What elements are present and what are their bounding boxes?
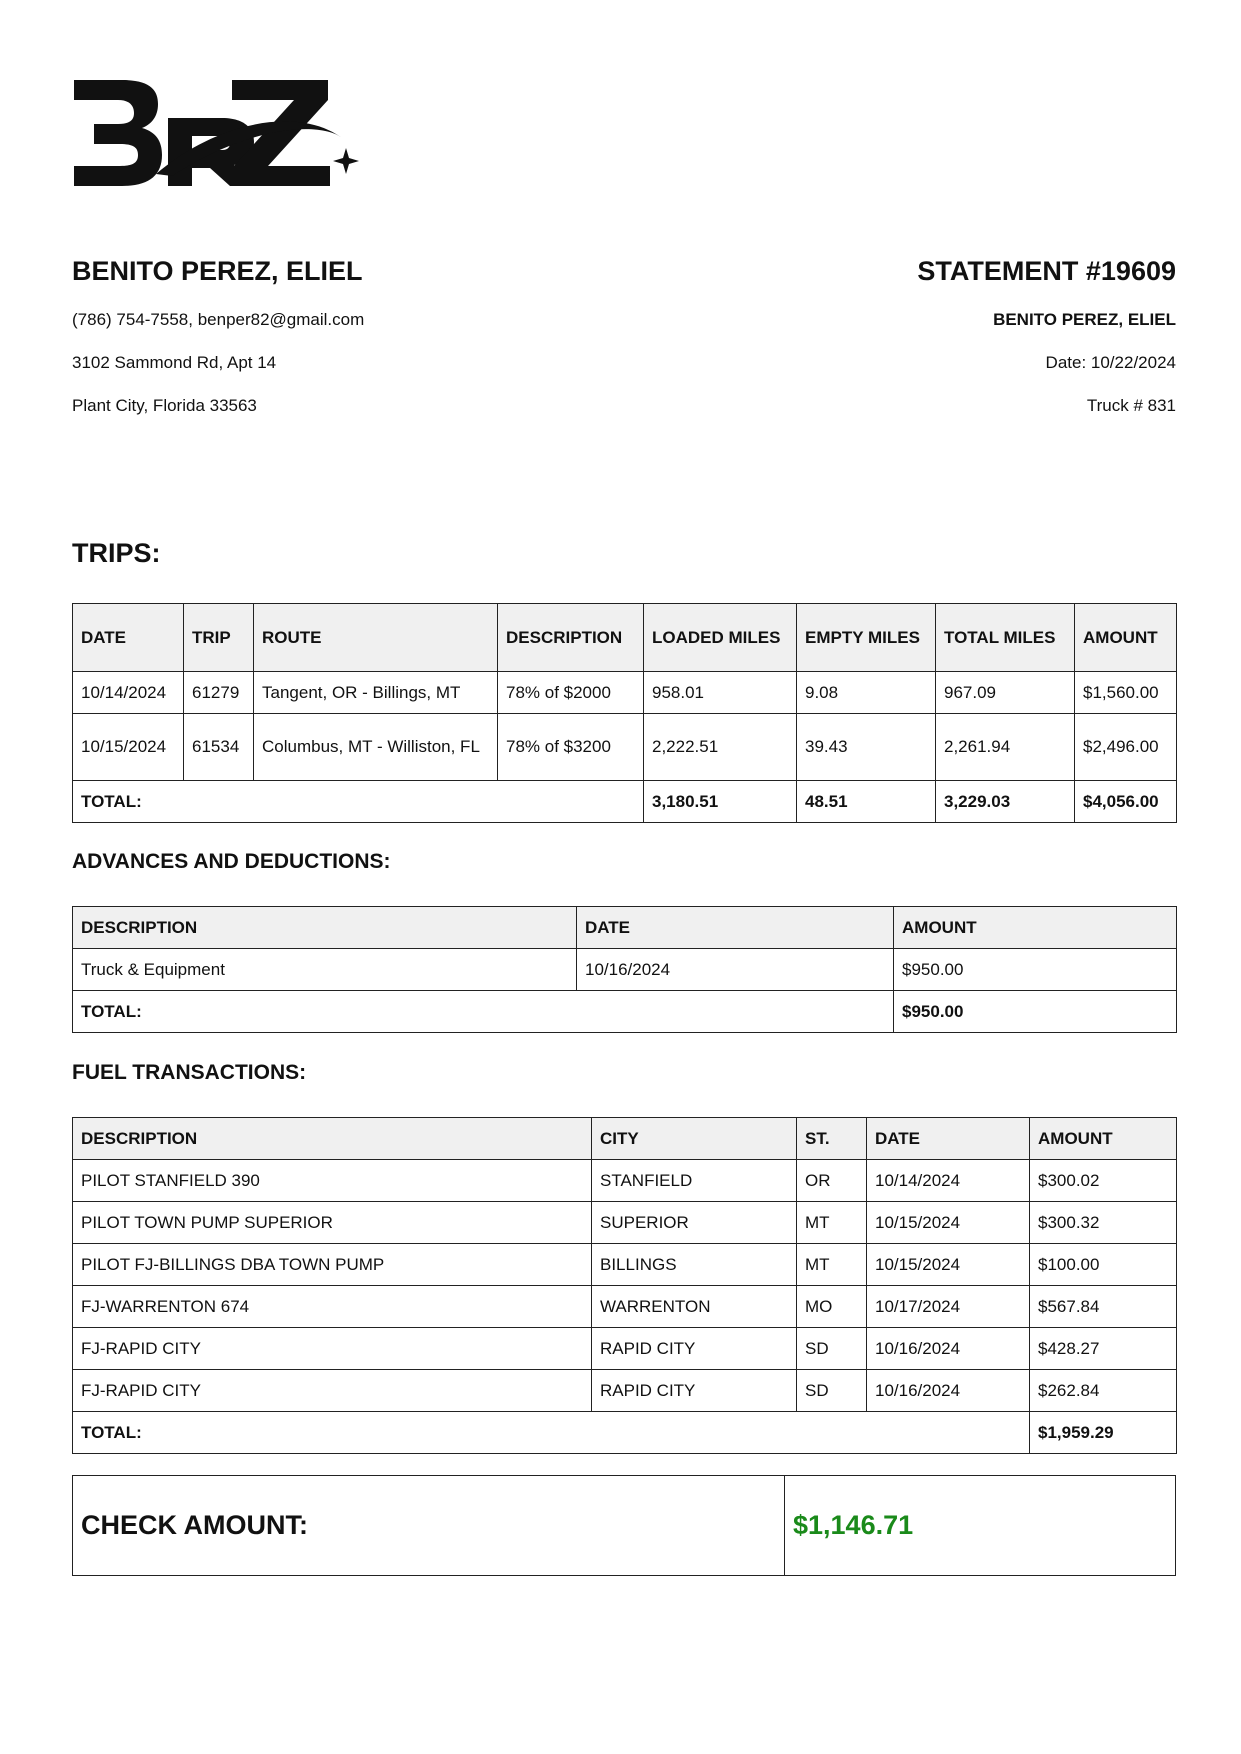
brz-logo — [72, 78, 382, 190]
cell: 967.09 — [936, 672, 1075, 714]
cell: $300.02 — [1030, 1160, 1177, 1202]
col-header: DATE — [73, 604, 184, 672]
cell: RAPID CITY — [592, 1328, 797, 1370]
cell: SUPERIOR — [592, 1202, 797, 1244]
cell: 10/15/2024 — [73, 714, 184, 781]
cell: PILOT FJ-BILLINGS DBA TOWN PUMP — [73, 1244, 592, 1286]
col-header: DESCRIPTION — [498, 604, 644, 672]
total-empty-miles: 48.51 — [797, 781, 936, 823]
driver-contact: (786) 754-7558, benper82@gmail.com — [72, 310, 365, 329]
total-amount: $4,056.00 — [1075, 781, 1177, 823]
trips-total-row — [73, 781, 1177, 823]
cell: 2,222.51 — [644, 714, 797, 781]
total-miles: 3,229.03 — [936, 781, 1075, 823]
cell: FJ-RAPID CITY — [73, 1370, 592, 1412]
trips-table — [72, 603, 1177, 823]
col-header: CITY — [592, 1118, 797, 1160]
cell: 61534 — [184, 714, 254, 781]
cell: $2,496.00 — [1075, 714, 1177, 781]
statement-date: Date: 10/22/2024 — [1045, 353, 1176, 372]
col-header: DATE — [867, 1118, 1030, 1160]
col-header: AMOUNT — [1075, 604, 1177, 672]
table-row — [73, 1370, 1177, 1412]
cell: 10/15/2024 — [867, 1244, 1030, 1286]
col-header: TRIP — [184, 604, 254, 672]
statement-info — [616, 255, 1176, 415]
cell: BILLINGS — [592, 1244, 797, 1286]
check-amount-box — [72, 1475, 1176, 1576]
advances-total-row — [73, 991, 1177, 1033]
cell: OR — [797, 1160, 867, 1202]
cell: 10/17/2024 — [867, 1286, 1030, 1328]
cell: $428.27 — [1030, 1328, 1177, 1370]
total-amount: $950.00 — [894, 991, 1177, 1033]
statement-name: BENITO PEREZ, ELIEL — [993, 310, 1176, 329]
cell: PILOT TOWN PUMP SUPERIOR — [73, 1202, 592, 1244]
trips-header-row — [73, 604, 1177, 672]
statement-truck: Truck # 831 — [1086, 396, 1176, 415]
statement-title: STATEMENT #19609 — [917, 256, 1176, 286]
cell: STANFIELD — [592, 1160, 797, 1202]
total-loaded-miles: 3,180.51 — [644, 781, 797, 823]
cell: MT — [797, 1202, 867, 1244]
col-header: DESCRIPTION — [73, 907, 577, 949]
cell: FJ-RAPID CITY — [73, 1328, 592, 1370]
check-amount-value: $1,146.71 — [793, 1510, 914, 1540]
cell: 39.43 — [797, 714, 936, 781]
advances-title: ADVANCES AND DEDUCTIONS: — [72, 850, 391, 873]
fuel-header-row — [73, 1118, 1177, 1160]
table-row — [73, 1244, 1177, 1286]
table-row — [73, 1160, 1177, 1202]
cell: 2,261.94 — [936, 714, 1075, 781]
total-label: TOTAL: — [73, 781, 644, 823]
col-header: ST. — [797, 1118, 867, 1160]
table-row — [73, 949, 1177, 991]
cell: $567.84 — [1030, 1286, 1177, 1328]
col-header: AMOUNT — [1030, 1118, 1177, 1160]
total-label: TOTAL: — [73, 1412, 1030, 1454]
cell: MT — [797, 1244, 867, 1286]
col-header: LOADED MILES — [644, 604, 797, 672]
cell: PILOT STANFIELD 390 — [73, 1160, 592, 1202]
cell: $1,560.00 — [1075, 672, 1177, 714]
cell: 10/15/2024 — [867, 1202, 1030, 1244]
cell: $950.00 — [894, 949, 1177, 991]
cell: 958.01 — [644, 672, 797, 714]
driver-info — [72, 255, 632, 415]
cell: Truck & Equipment — [73, 949, 577, 991]
table-row — [73, 1328, 1177, 1370]
cell: MO — [797, 1286, 867, 1328]
fuel-title: FUEL TRANSACTIONS: — [72, 1061, 307, 1084]
fuel-table — [72, 1117, 1177, 1454]
cell: 10/14/2024 — [73, 672, 184, 714]
total-amount: $1,959.29 — [1030, 1412, 1177, 1454]
cell: 10/16/2024 — [867, 1370, 1030, 1412]
cell: SD — [797, 1370, 867, 1412]
cell: 78% of $3200 — [498, 714, 644, 781]
cell: $300.32 — [1030, 1202, 1177, 1244]
fuel-total-row — [73, 1412, 1177, 1454]
cell: 10/16/2024 — [867, 1328, 1030, 1370]
cell: RAPID CITY — [592, 1370, 797, 1412]
trips-title: TRIPS: — [72, 538, 161, 568]
col-header: EMPTY MILES — [797, 604, 936, 672]
table-row — [73, 672, 1177, 714]
col-header: AMOUNT — [894, 907, 1177, 949]
col-header: ROUTE — [254, 604, 498, 672]
cell: $100.00 — [1030, 1244, 1177, 1286]
driver-name: BENITO PEREZ, ELIEL — [72, 256, 363, 286]
cell: 10/14/2024 — [867, 1160, 1030, 1202]
cell: WARRENTON — [592, 1286, 797, 1328]
table-row — [73, 714, 1177, 781]
table-row — [73, 1286, 1177, 1328]
col-header: DESCRIPTION — [73, 1118, 592, 1160]
cell: Tangent, OR - Billings, MT — [254, 672, 498, 714]
cell: 10/16/2024 — [577, 949, 894, 991]
cell: Columbus, MT - Williston, FL — [254, 714, 498, 781]
driver-address-line1: 3102 Sammond Rd, Apt 14 — [72, 353, 277, 372]
driver-address-line2: Plant City, Florida 33563 — [72, 396, 257, 415]
cell: FJ-WARRENTON 674 — [73, 1286, 592, 1328]
cell: SD — [797, 1328, 867, 1370]
cell: 61279 — [184, 672, 254, 714]
table-row — [73, 1202, 1177, 1244]
cell: 9.08 — [797, 672, 936, 714]
col-header: DATE — [577, 907, 894, 949]
advances-table — [72, 906, 1177, 1033]
total-label: TOTAL: — [73, 991, 894, 1033]
col-header: TOTAL MILES — [936, 604, 1075, 672]
advances-header-row — [73, 907, 1177, 949]
cell: $262.84 — [1030, 1370, 1177, 1412]
cell: 78% of $2000 — [498, 672, 644, 714]
check-amount-label: CHECK AMOUNT: — [73, 1476, 785, 1575]
